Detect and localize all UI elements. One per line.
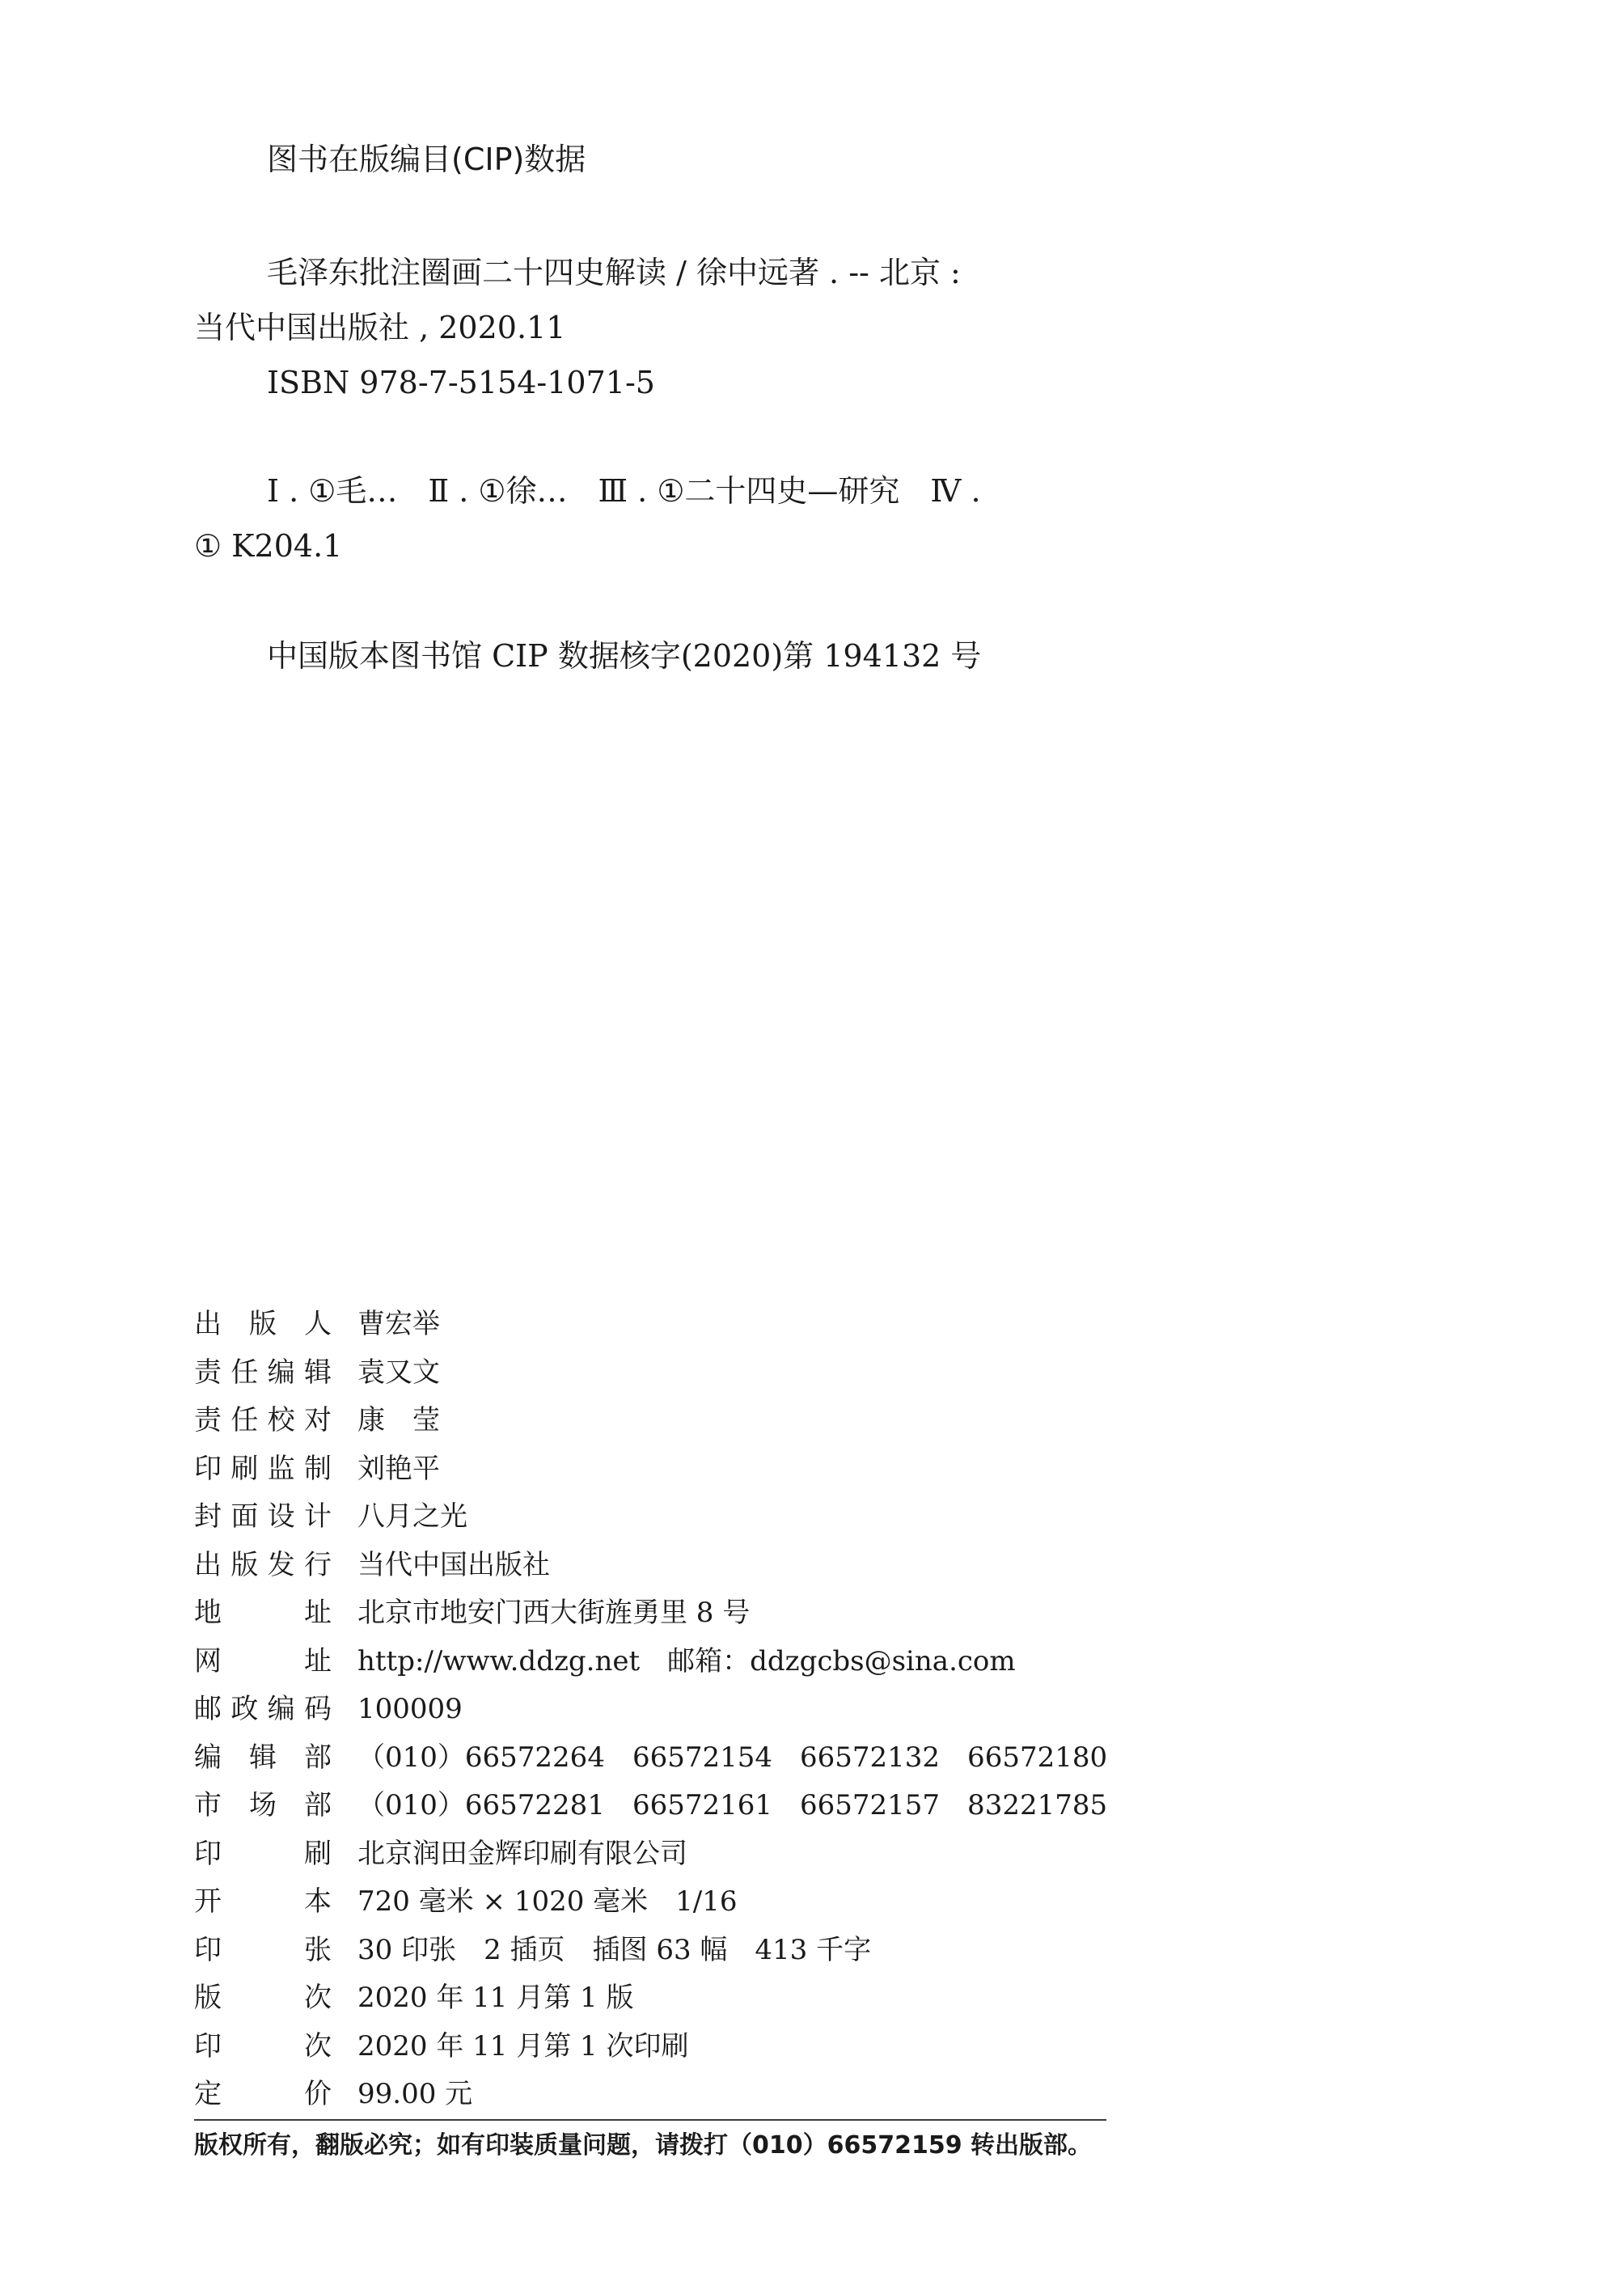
credit-label (194, 1352, 332, 1393)
credit-label (194, 1785, 332, 1826)
credit-label-char: 任 (230, 1356, 259, 1389)
copyright-notice: 版权所有，翻版必究；如有印装质量问题，请拨打（010）66572159 转出版部。 (194, 2131, 1093, 2160)
credit-label-char: 邮 (194, 1693, 222, 1725)
credit-label-char: 封 (194, 1500, 222, 1533)
credit-value: 曹宏举 (357, 1308, 440, 1340)
credit-label-char: 版 (230, 1548, 259, 1581)
credit-value: 2020 年 11 月第 1 版 (357, 1982, 634, 2014)
credit-label-char: 政 (230, 1693, 259, 1725)
credit-label-char: 出 (194, 1308, 222, 1340)
credit-label (194, 1737, 332, 1778)
credit-label-char: 码 (303, 1693, 332, 1725)
cip-subject-line2: ① K204.1 (194, 528, 343, 564)
credit-label-char: 出 (194, 1548, 222, 1581)
credit-label-char: 次 (304, 1982, 332, 2014)
credit-label (194, 1978, 332, 2018)
credit-label-char: 址 (304, 1644, 332, 1677)
credit-label-char: 设 (267, 1500, 295, 1533)
credit-label-char: 面 (230, 1500, 259, 1533)
credit-label-char: 计 (303, 1500, 332, 1533)
cip-verification: 中国版本图书馆 CIP 数据核字(2020)第 194132 号 (267, 638, 982, 674)
credit-value: 2020 年 11 月第 1 次印刷 (357, 2029, 689, 2062)
credit-label-char: 定 (194, 2078, 222, 2110)
credit-label-char: 刷 (304, 1837, 332, 1870)
cip-subject-line1: Ⅰ . ①毛… Ⅱ . ①徐… Ⅲ . ①二十四史—研究 Ⅳ . (267, 473, 981, 509)
credit-label-char: 印 (194, 1452, 222, 1485)
credit-label-char: 开 (194, 1885, 222, 1918)
credit-label (194, 1400, 332, 1441)
credit-value: 北京市地安门西大街旌勇里 8 号 (357, 1597, 751, 1629)
cip-entry-line1: 毛泽东批注圈画二十四史解读 / 徐中远著 . -- 北京 : (267, 255, 961, 290)
credit-label-char: 次 (304, 2029, 332, 2062)
credit-value: 当代中国出版社 (357, 1548, 550, 1581)
credit-value: 720 毫米 × 1020 毫米 1/16 (357, 1885, 738, 1918)
credit-label (194, 2026, 332, 2067)
credit-label-char: 部 (304, 1741, 332, 1774)
credit-label-char: 张 (304, 1933, 332, 1966)
credit-label-char: 制 (303, 1452, 332, 1485)
credit-label-char: 印 (194, 1837, 222, 1870)
credit-label (194, 1593, 332, 1633)
credit-label (194, 1449, 332, 1489)
divider-rule (194, 2119, 1106, 2121)
credit-value: http://www.ddzg.net 邮箱：ddzgcbs@sina.com (357, 1644, 1016, 1677)
credit-label-char: 辑 (303, 1356, 332, 1389)
credit-label-char: 价 (304, 2078, 332, 2110)
credit-label (194, 1881, 332, 1922)
credit-label-char: 本 (304, 1885, 332, 1918)
credit-label-char: 人 (304, 1308, 332, 1340)
credit-label-char: 网 (194, 1644, 222, 1677)
credit-label-char: 印 (194, 2029, 222, 2062)
credit-label-char: 版 (249, 1308, 277, 1340)
credit-value: 袁又文 (357, 1356, 440, 1389)
credit-label-char: 校 (267, 1404, 295, 1436)
credit-label-char: 刷 (230, 1452, 259, 1485)
credit-label-char: 编 (267, 1356, 295, 1389)
credit-label-char: 编 (194, 1741, 222, 1774)
credit-value: 99.00 元 (357, 2078, 473, 2110)
credit-label-char: 址 (304, 1597, 332, 1629)
credit-label (194, 1641, 332, 1682)
credit-label (194, 1834, 332, 1874)
cip-entry-line2: 当代中国出版社 , 2020.11 (194, 310, 566, 345)
credit-label-char: 任 (230, 1404, 259, 1436)
credit-label (194, 1545, 332, 1585)
credit-label (194, 2074, 332, 2114)
credit-label-char: 地 (194, 1597, 222, 1629)
credit-label-char: 编 (267, 1693, 295, 1725)
credit-label-char: 辑 (249, 1741, 277, 1774)
credit-label-char: 市 (194, 1789, 222, 1821)
credit-label-char: 印 (194, 1933, 222, 1966)
credit-label-char: 对 (303, 1404, 332, 1436)
credit-label-char: 责 (194, 1404, 222, 1436)
cip-title: 图书在版编目(CIP)数据 (267, 142, 586, 177)
credit-label-char: 责 (194, 1356, 222, 1389)
credit-value: 康 莹 (357, 1404, 440, 1436)
credit-value: 刘艳平 (357, 1452, 440, 1485)
credit-value: 30 印张 2 插页 插图 63 幅 413 千字 (357, 1933, 872, 1966)
credit-label (194, 1496, 332, 1537)
credit-value: （010）66572281 66572161 66572157 83221785 (357, 1789, 1108, 1821)
credit-value: 北京润田金辉印刷有限公司 (357, 1837, 687, 1870)
credit-label-char: 部 (304, 1789, 332, 1821)
credit-value: 100009 (357, 1693, 463, 1725)
credit-label (194, 1930, 332, 1970)
credit-label-char: 监 (267, 1452, 295, 1485)
cip-isbn: ISBN 978-7-5154-1071-5 (267, 365, 655, 400)
credit-label-char: 场 (249, 1789, 277, 1821)
credit-value: 八月之光 (357, 1500, 467, 1533)
credit-label-char: 发 (267, 1548, 295, 1581)
credit-value: （010）66572264 66572154 66572132 66572180 (357, 1741, 1108, 1774)
credit-label (194, 1689, 332, 1729)
credit-label (194, 1304, 332, 1344)
credit-label-char: 版 (194, 1982, 222, 2014)
credit-label-char: 行 (303, 1548, 332, 1581)
